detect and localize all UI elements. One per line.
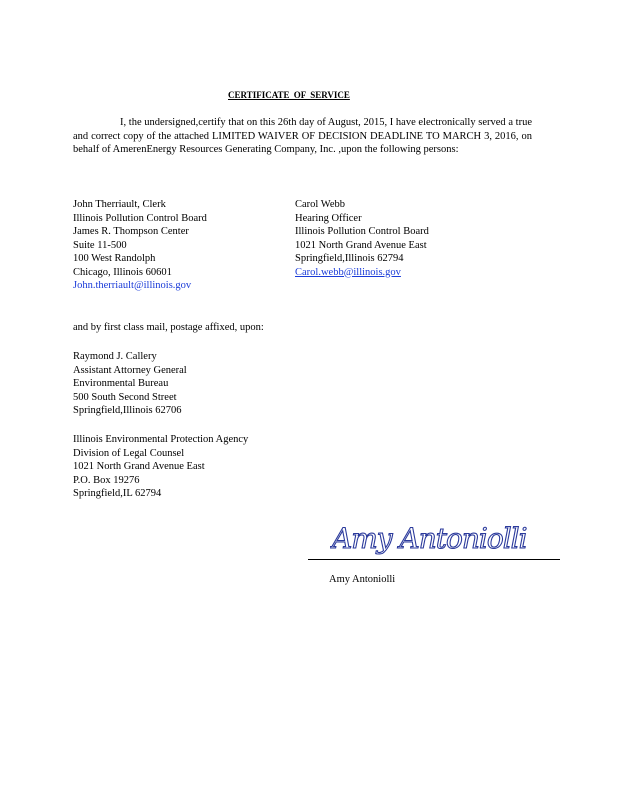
signatory-name: Amy Antoniolli (329, 574, 396, 585)
recipient-left (73, 198, 207, 293)
recipient-right-line: Illinois Pollution Control Board (295, 226, 429, 237)
recipient-left-line: Illinois Pollution Control Board (73, 212, 207, 224)
recipient-right-email-link[interactable]: Carol.webb@illinois.gov (295, 266, 401, 278)
mail-intro: and by first class mail, postage affixed, upon: (73, 322, 264, 333)
handwritten-signature (330, 514, 540, 562)
recipient-left-line: Chicago, Illinois 60601 (73, 266, 172, 278)
recipient-left-email-link[interactable]: John.therriault@illinois.gov (73, 280, 192, 291)
mail-recipient-line: Springfield,IL 62794 (73, 488, 162, 499)
service-paragraph: I, the undersigned,certify that on this 26th day of August, 2015, I have electronically served a true and correct copy of the attached LIMITED WAIVER OF DECISION DEADLINE TO MARCH 3, 2016, on behalf of AmerenEnergy Resources Generating Company, Inc. ,upon the following persons: (73, 117, 532, 155)
mail-recipient-line: 1021 North Grand Avenue East (73, 461, 205, 472)
svg-text:Amy Antoniolli: Amy Antoniolli (332, 522, 527, 555)
recipient-left-line: John Therriault, Clerk (73, 199, 166, 210)
recipient-right-line: Carol Webb (295, 199, 345, 210)
mail-recipient-line: Assistant Attorney General (73, 364, 187, 376)
mail-recipient-line: Division of Legal Counsel (73, 447, 185, 459)
mail-recipient-1 (73, 350, 187, 418)
recipient-left-line: 100 West Randolph (73, 253, 156, 264)
recipient-right-line: 1021 North Grand Avenue East (295, 239, 427, 251)
mail-recipient-line: 500 South Second Street (73, 391, 177, 403)
signature-line (308, 559, 560, 560)
mail-recipient-2 (73, 433, 248, 501)
mail-recipient-line: Illinois Environmental Protection Agency (73, 434, 249, 445)
recipient-right-line: Hearing Officer (295, 212, 362, 224)
mail-recipient-line: Raymond J. Callery (73, 351, 157, 362)
recipient-right-line: Springfield,Illinois 62794 (295, 253, 404, 264)
mail-recipient-line: P.O. Box 19276 (73, 474, 140, 486)
mail-recipient-line: Springfield,Illinois 62706 (73, 405, 182, 416)
certificate-title: CERTIFICATE OF SERVICE (228, 90, 350, 100)
recipient-right (295, 198, 429, 279)
mail-recipient-line: Environmental Bureau (73, 378, 169, 389)
recipient-left-line: James R. Thompson Center (73, 226, 189, 237)
recipient-left-line: Suite 11-500 (73, 239, 127, 251)
